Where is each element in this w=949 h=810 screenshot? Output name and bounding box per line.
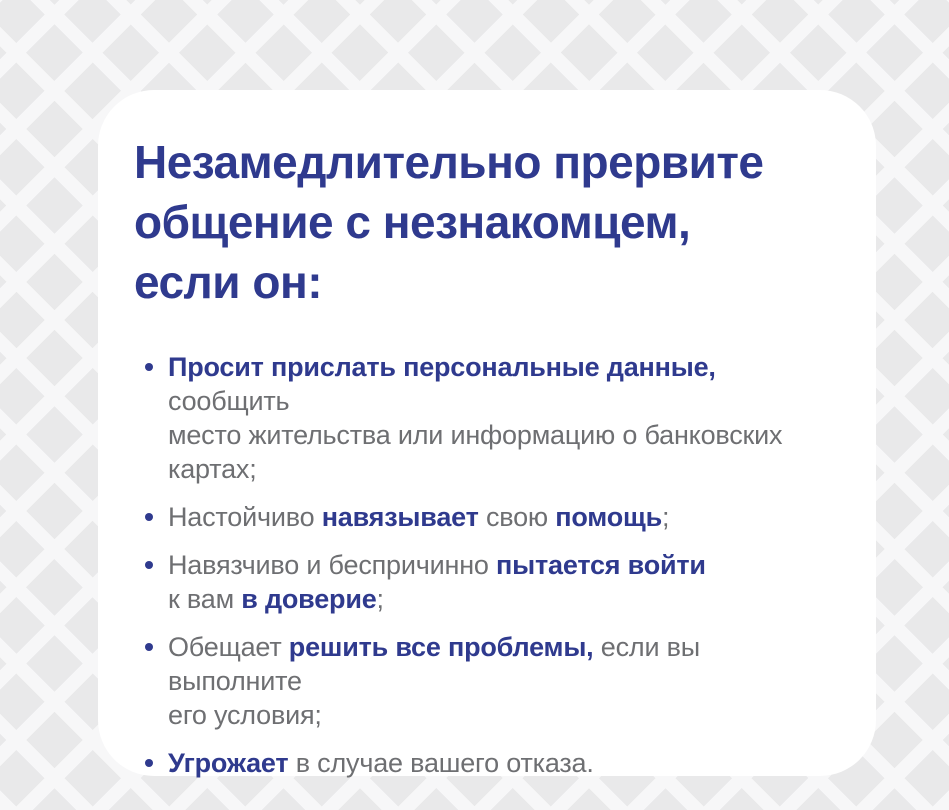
bullet-text-segment: в случае вашего отказа. <box>288 748 594 778</box>
bullet-dot <box>145 643 153 651</box>
bullet-dot <box>145 561 153 569</box>
bullet-text-segment: Угрожает <box>168 748 289 778</box>
bullet-text-segment: если вы выполните его условия; <box>168 632 700 730</box>
bullet-text <box>168 632 707 730</box>
bullet-text-segment: ; <box>376 584 384 614</box>
bullet-text-segment: в доверие <box>241 584 377 614</box>
bullet-dot <box>145 363 153 371</box>
bullet-text-segment: свою <box>478 502 556 532</box>
bullet-text <box>168 502 669 532</box>
bullet-text-segment: Навязчиво и беспричинно <box>168 550 497 580</box>
bullet-text-segment: Настойчиво <box>168 502 322 532</box>
bullet-text-segment: Обещает <box>168 632 289 662</box>
bullet-dot <box>145 513 153 521</box>
info-card <box>98 90 876 776</box>
bullet-text-segment: помощь <box>555 502 662 532</box>
bullet-text-segment: пытается войти <box>496 550 706 580</box>
list-item <box>134 548 840 616</box>
bullet-text-segment: сообщить место жительства или информацию о банковских картах; <box>168 386 783 484</box>
bullet-text-segment: Просит прислать персональные данные, <box>168 352 716 382</box>
list-item <box>134 350 840 486</box>
poster-heading: Незамедлительно прервите общение с незнакомцем, если он: <box>134 136 764 308</box>
bullet-text-segment: навязывает <box>321 502 479 532</box>
bullet-text <box>168 352 782 484</box>
bullet-text <box>168 748 594 778</box>
bullet-list <box>134 350 836 780</box>
list-item <box>134 746 840 780</box>
bullet-text-segment: решить все проблемы, <box>288 632 594 662</box>
bullet-dot <box>145 759 153 767</box>
bullet-text-segment: ; <box>662 502 670 532</box>
bullet-text-segment: к вам <box>168 584 234 614</box>
bullet-text <box>168 550 706 614</box>
list-item <box>134 630 840 732</box>
list-item <box>134 500 840 534</box>
